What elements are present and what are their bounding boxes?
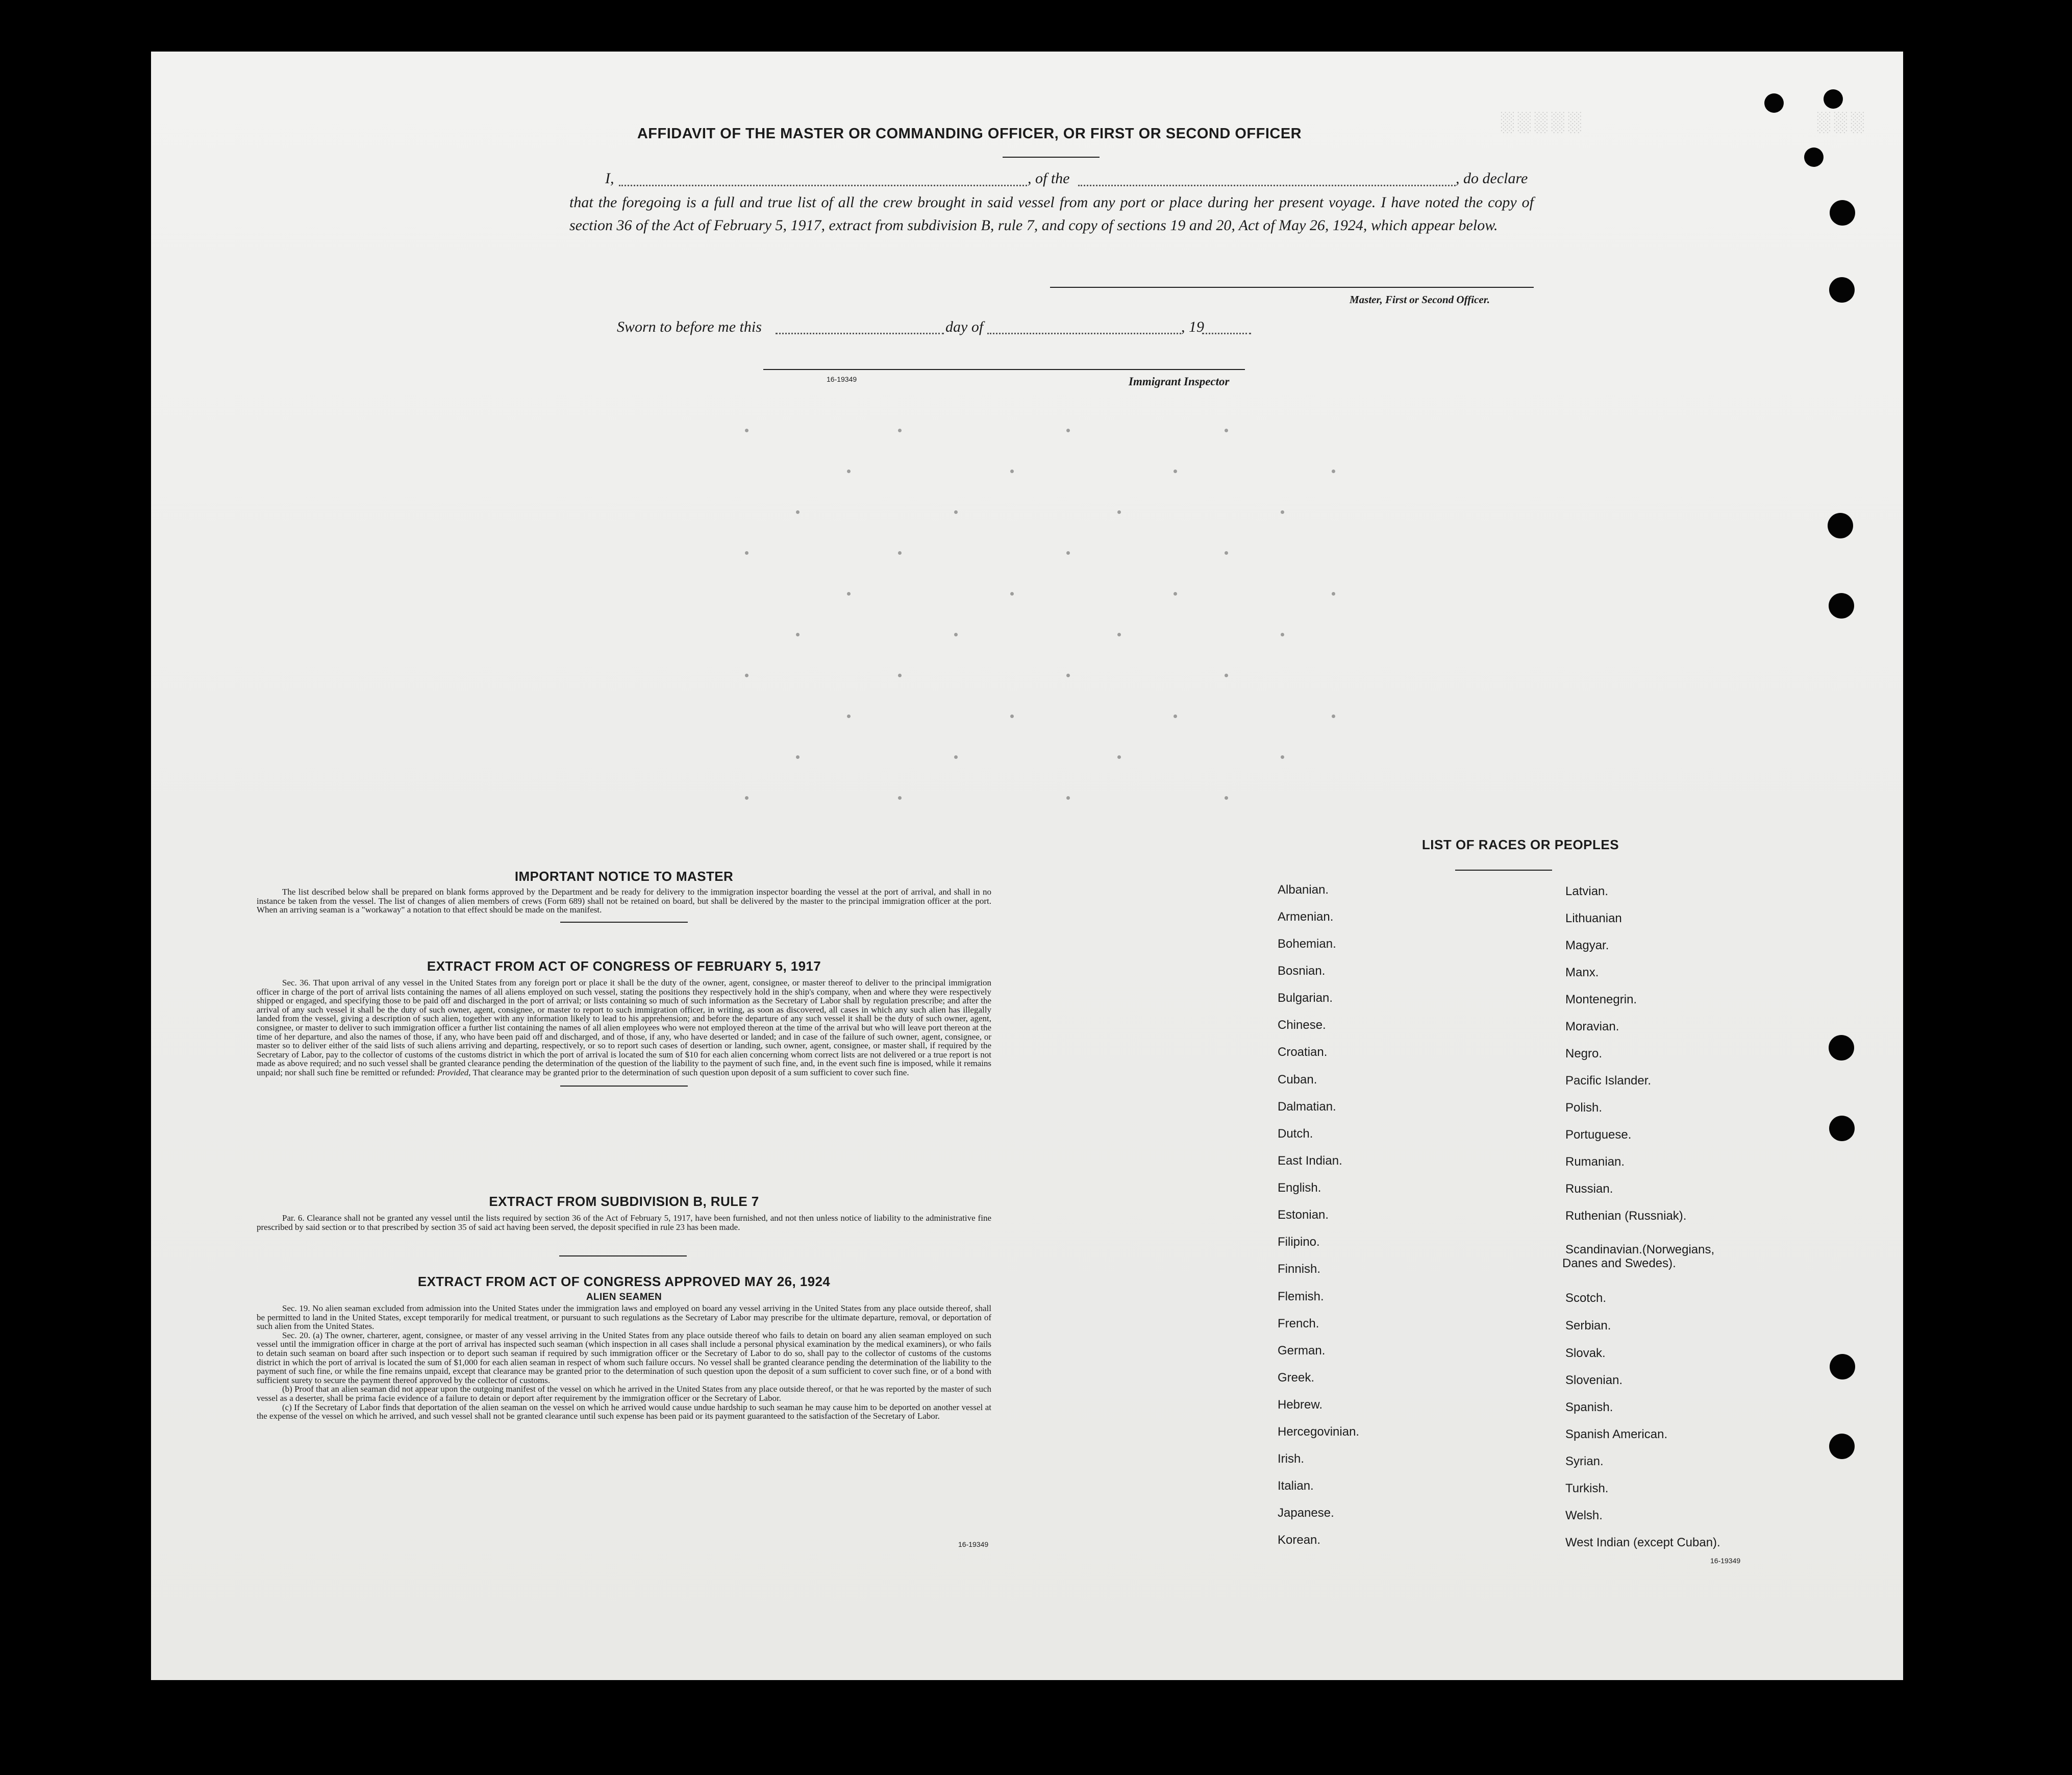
title-rule — [1003, 157, 1100, 158]
race-item: Estonian. — [1278, 1208, 1329, 1222]
punch-hole — [1830, 200, 1855, 226]
race-item: English. — [1278, 1181, 1321, 1195]
punch-hole — [1829, 1035, 1854, 1061]
form-number: 16-19349 — [1710, 1557, 1741, 1565]
race-item: Negro. — [1565, 1047, 1603, 1061]
affidavit-of-the-label: , of the — [1028, 170, 1070, 187]
sec19-text: Sec. 19. No alien seaman excluded from admission into the United States under the immigration laws and employed on board any vessel arriving in the United States from any place outside thereof, shall be permitted to land in the United States, except temporarily for medical treatment, or pursuant to such regulations as the Secretary of Labor may prescribe for the ultimate departure, removal, or deportation of such alien from the United States. — [257, 1303, 991, 1332]
grid-dot — [1225, 551, 1228, 555]
grid-dot — [1066, 551, 1070, 555]
grid-dot — [1066, 674, 1070, 677]
proviso-text: That clearance may be granted prior to the determination of such question upon deposit of a sum sufficient to cover such fine. — [472, 1067, 909, 1077]
race-item: West Indian (except Cuban). — [1565, 1536, 1720, 1549]
race-item: Hercegovinian. — [1278, 1425, 1360, 1439]
race-item: Hebrew. — [1278, 1398, 1323, 1412]
race-item: East Indian. — [1278, 1154, 1342, 1168]
grid-dot — [954, 510, 958, 514]
sworn-year-field[interactable] — [1202, 320, 1251, 334]
extract-rule7-section — [257, 1194, 991, 1231]
grid-dot — [1281, 510, 1284, 514]
race-item: Danes and Swedes). — [1562, 1256, 1676, 1270]
name-field[interactable] — [619, 171, 1027, 186]
signature-line[interactable] — [1050, 287, 1534, 288]
affidavit-declare-label: , do declare — [1456, 170, 1528, 187]
grid-dot — [1332, 714, 1335, 718]
grid-dot — [847, 714, 851, 718]
punch-hole — [1828, 513, 1853, 538]
grid-dot — [796, 510, 800, 514]
races-title: LIST OF RACES OR PEOPLES — [1421, 837, 1619, 852]
grid-dot — [1066, 796, 1070, 800]
race-item: Montenegrin. — [1565, 993, 1637, 1006]
extract-1917-section — [257, 958, 991, 1087]
grid-dot — [1225, 429, 1228, 432]
inspector-signature-line[interactable] — [763, 369, 1245, 370]
punch-hole — [1804, 147, 1824, 167]
race-item: Spanish. — [1565, 1400, 1613, 1414]
race-item: Chinese. — [1278, 1018, 1326, 1032]
grid-dot — [745, 551, 748, 555]
race-item: Filipino. — [1278, 1235, 1320, 1249]
affidavit-title: AFFIDAVIT OF THE MASTER OR COMMANDING OFFICER, OR FIRST OR SECOND OFFICER — [637, 126, 1302, 142]
extract-rule7-text: Par. 6. Clearance shall not be granted any vessel until the lists required by section 36 of the Act of February 5, 1917, have been furnished, and not then unless notice of liability to the administrative fine prescribed by said section or to that prescribed by section 35 of said act having been served, the deposit specified in rule 23 has been made. — [257, 1213, 991, 1232]
grid-dot — [847, 592, 851, 596]
grid-dot — [1010, 470, 1014, 473]
race-item: Welsh. — [1565, 1509, 1603, 1522]
section-separator — [559, 1255, 687, 1256]
race-item: Turkish. — [1565, 1482, 1609, 1495]
race-item: French. — [1278, 1317, 1319, 1330]
race-item: Manx. — [1565, 966, 1599, 979]
form-number: 16-19349 — [958, 1540, 989, 1548]
grid-dot — [898, 796, 902, 800]
race-item: Irish. — [1278, 1452, 1305, 1466]
race-item: Slovenian. — [1565, 1373, 1623, 1387]
grid-dot — [954, 633, 958, 636]
grid-dot — [1066, 429, 1070, 432]
race-item: Bulgarian. — [1278, 991, 1333, 1005]
proviso-label: Provided, — [437, 1067, 471, 1077]
race-item: Polish. — [1565, 1101, 1603, 1115]
sec20c-text: (c) If the Secretary of Labor finds that deportation of the alien seaman on the vessel on which he arrived would cause undue hardship to such seaman he may cause him to be deported on another vessel at the expense of the vessel on which he arrived, and such vessel shall not be granted clearance until such expense has been paid or its payment guaranteed to the satisfaction of the Secretary of Labor. — [257, 1402, 991, 1421]
race-item: Lithuanian — [1565, 911, 1622, 925]
notice-section — [257, 869, 991, 923]
race-item: Moravian. — [1565, 1020, 1619, 1033]
race-item: Dutch. — [1278, 1127, 1313, 1141]
section-separator — [560, 1086, 688, 1087]
race-item: Rumanian. — [1565, 1155, 1625, 1169]
race-item: Syrian. — [1565, 1454, 1604, 1468]
grid-dot — [796, 755, 800, 759]
section-separator — [560, 922, 688, 923]
race-item: German. — [1278, 1344, 1326, 1358]
sworn-month-field[interactable] — [987, 320, 1181, 334]
grid-dot — [1225, 674, 1228, 677]
race-item: Croatian. — [1278, 1045, 1328, 1059]
grid-dot — [745, 674, 748, 677]
grid-dot — [898, 551, 902, 555]
sworn-date-field[interactable] — [776, 320, 944, 334]
race-item: Portuguese. — [1565, 1128, 1632, 1142]
extract-1917-title: EXTRACT FROM ACT OF CONGRESS OF FEBRUARY 5, 1917 — [427, 958, 821, 974]
race-item: Albanian. — [1278, 883, 1329, 897]
grid-dot — [1174, 592, 1177, 596]
grid-dot — [898, 674, 902, 677]
race-item: Latvian. — [1565, 884, 1609, 898]
notice-title: IMPORTANT NOTICE TO MASTER — [514, 869, 734, 884]
grid-dot — [745, 796, 748, 800]
affidavit-i-label: I, — [605, 170, 614, 187]
grid-dot — [1281, 755, 1284, 759]
race-item: Bosnian. — [1278, 964, 1326, 978]
sec20b-text: (b) Proof that an alien seaman did not appear upon the outgoing manifest of the vessel on which he arrived in the United States from any place outside thereof, or that he was reported by the master of such vessel as a deserter, shall be prima facie evidence of a failure to detain or deport after requirement by the immigration officer or the Secretary of Labor. — [257, 1384, 991, 1403]
race-item: Bohemian. — [1278, 937, 1336, 951]
grid-dot — [1332, 592, 1335, 596]
grid-dot — [847, 470, 851, 473]
year-label: , 19 — [1181, 318, 1204, 335]
grid-dot — [1174, 470, 1177, 473]
extract-1924-section — [257, 1274, 991, 1421]
race-item: Spanish American. — [1565, 1427, 1668, 1441]
race-item: Magyar. — [1565, 939, 1609, 952]
punch-hole — [1829, 593, 1854, 619]
race-item: Korean. — [1278, 1533, 1321, 1547]
race-item: Serbian. — [1565, 1319, 1611, 1333]
grid-dot — [1332, 470, 1335, 473]
sworn-label: Sworn to before me this — [617, 318, 762, 335]
extract-1924-title: EXTRACT FROM ACT OF CONGRESS APPROVED MAY 26, 1924 — [417, 1274, 831, 1289]
extract-rule7-title: EXTRACT FROM SUBDIVISION B, RULE 7 — [489, 1194, 759, 1209]
signature-label: Master, First or Second Officer. — [1350, 293, 1490, 306]
grid-dot — [745, 429, 748, 432]
grid-dot — [954, 755, 958, 759]
punch-hole — [1829, 1434, 1855, 1459]
race-item: Italian. — [1278, 1479, 1314, 1493]
race-item: Greek. — [1278, 1371, 1315, 1385]
race-item: Slovak. — [1565, 1346, 1606, 1360]
punch-hole — [1830, 1354, 1855, 1379]
race-item: Cuban. — [1278, 1073, 1317, 1087]
race-item: Russian. — [1565, 1182, 1613, 1196]
race-item: Scotch. — [1565, 1291, 1607, 1305]
sec20a-text: Sec. 20. (a) The owner, charterer, agent, consignee, or master of any vessel arriving in the United States from any place outside thereof who fails to detain on board any alien seaman employed on such vessel until the immigration officer in charge at the port of arrival has inspected such seaman (which inspection in all cases shall include a personal physical examination by the medical examiners), or who fails to detain such seaman on board after such inspection or to deport such seaman if required by such immigration officer or the Secretary of Labor to do so, shall pay to the collector of customs of the customs district in which the port of arrival is located the sum of $1,000 for each alien seaman in respect of whom such failure occurs. No vessel shall be granted clearance pending the determination of the liability to the payment of such fine, or while the fine remains unpaid, except that clearance may be granted prior to the determination of such question upon the deposit of a sum sufficient to cover such fine, or of a bond with sufficient surety to secure the payment thereof approved by the collector of customs. — [257, 1330, 991, 1385]
notice-text: The list described below shall be prepared on blank forms approved by the Department and be ready for delivery to the immigration inspector boarding the vessel at the port of arrival, and shall in no instance be taken from the vessel. The list of changes of alien members of crews (Form 689) shall not be retained on board, but shall be delivered by the master to the principal immigration officer at the port. When an arriving seaman is a "workaway" a notation to that effect should be made on the manifest. — [257, 887, 991, 915]
races-title-rule — [1455, 870, 1552, 871]
punch-hole — [1829, 1116, 1855, 1141]
race-item: Pacific Islander. — [1565, 1074, 1652, 1088]
grid-dot — [1117, 633, 1121, 636]
extract-1917-text — [257, 978, 991, 1077]
race-item: Armenian. — [1278, 910, 1334, 924]
grid-dot — [1117, 755, 1121, 759]
race-item: Dalmatian. — [1278, 1100, 1336, 1114]
punch-hole — [1824, 89, 1843, 109]
day-of-label: day of — [945, 318, 984, 335]
grid-dot — [1281, 633, 1284, 636]
vessel-field[interactable] — [1078, 171, 1456, 186]
grid-dot — [796, 633, 800, 636]
grid-dot — [1174, 714, 1177, 718]
race-item: Ruthenian (Russniak). — [1565, 1209, 1687, 1223]
bleed-through-mark: ░░░░░ — [1500, 111, 1584, 133]
punch-hole — [1764, 93, 1784, 113]
bleed-through-mark: ░░░ — [1816, 111, 1867, 133]
race-item: Flemish. — [1278, 1290, 1324, 1303]
inspector-label: Immigrant Inspector — [1129, 375, 1230, 388]
grid-dot — [1010, 592, 1014, 596]
punch-hole — [1829, 277, 1855, 303]
race-item: Japanese. — [1278, 1506, 1334, 1520]
form-number: 16-19349 — [827, 375, 857, 383]
affidavit-statement: that the foregoing is a full and true list of all the crew brought in said vessel from any port or place during her present voyage. I have noted the copy of section 36 of the Act of February 5, 1917, extract from subdivision B, rule 7, and copy of sections 19 and 20, Act of May 26, 1924, which appear below. — [569, 194, 1534, 234]
race-item: Scandinavian.(Norwegians, — [1565, 1243, 1715, 1256]
grid-dot — [898, 429, 902, 432]
alien-seamen-subtitle: ALIEN SEAMEN — [586, 1292, 662, 1302]
grid-dot — [1225, 796, 1228, 800]
grid-dot — [1010, 714, 1014, 718]
race-item: Finnish. — [1278, 1262, 1321, 1276]
grid-dot — [1117, 510, 1121, 514]
extract-1917-body: Sec. 36. That upon arrival of any vessel in the United States from any foreign port or place it shall be the duty of the owner, agent, consignee, or master thereof to deliver to the principal immigration officer in charge of the port of arrival lists containing the names of all aliens employed on such vessel, stating the positions they respectively hold in the ship's company, when and where they were respectively shipped or engaged, and specifying those to be paid off and discharged in the port of arrival; or lists containing so much of such information as the Secretary of Labor shall by regulation prescribe; and after the arrival of any such vessel it shall be the duty of such owner, agent, consignee, or master to report to such immigration officer, in writing, as soon as discovered, all cases in which any such alien has illegally landed from the vessel, giving a description of such alien, together with any information likely to lead to his apprehension; and before the departure of any such vessel it shall be the duty of such owner, agent, consignee, or master to deliver to such immigration officer a further list containing the names of all alien employees who were not employed thereon at the time of the arrival but who will leave port thereon at the time of her departure, and also the names of those, if any, who have been paid off and discharged, and of those, if any, who have deserted or landed; and in case of the failure of such owner, agent, consignee, or master so to deliver either of the said lists of such aliens arriving and departing, respectively, or so to report such cases of desertion or landing, such owner, agent, consignee, or master shall, if required by the Secretary of Labor, pay to the collector of customs of the customs district in which the port of arrival is located the sum of $10 for each alien concerning whom correct lists are not delivered or a true report is not made as above required; and no such vessel shall be granted clearance pending the determination of the question of the liability to the payment of such fine, and, in the event such fine is imposed, while it remains unpaid; nor shall such fine be remitted or refunded: — [257, 978, 991, 1077]
